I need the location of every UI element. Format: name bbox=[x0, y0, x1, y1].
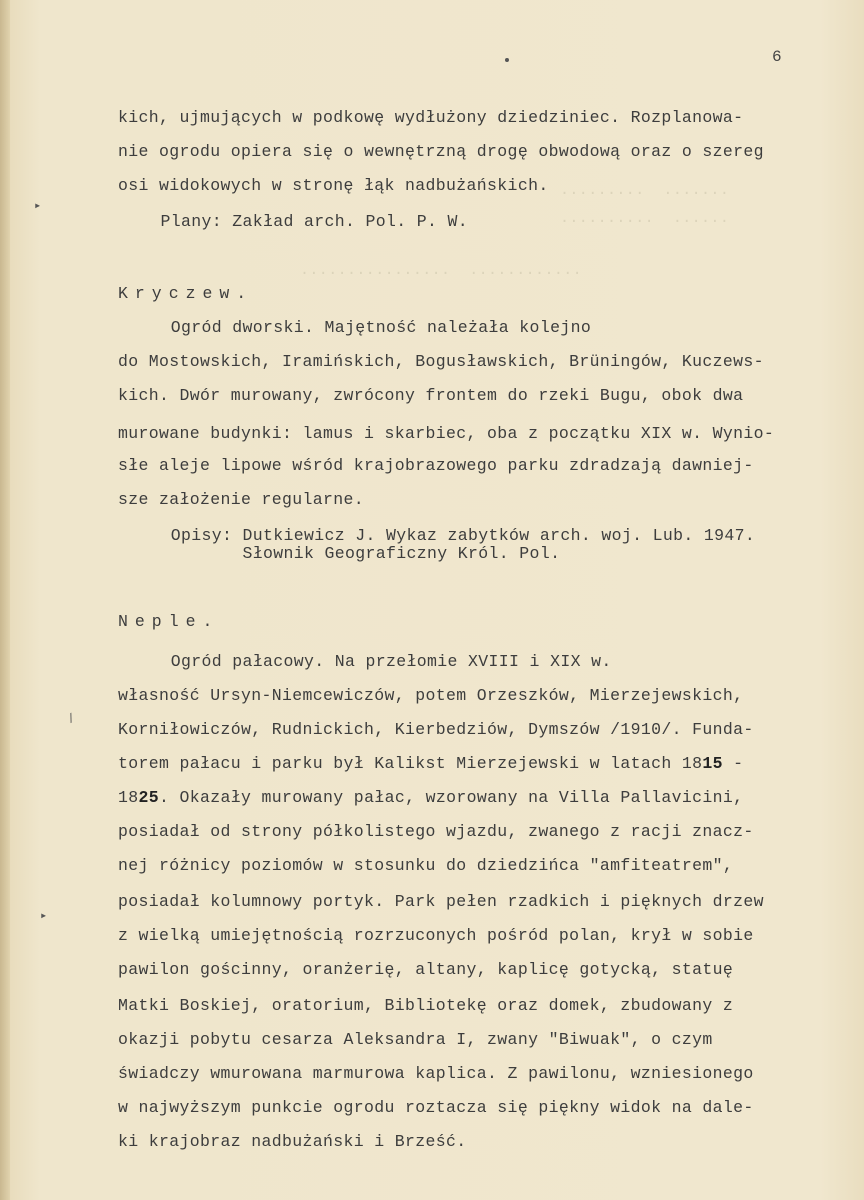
text-line bbox=[118, 788, 743, 808]
text-line: Ogród dworski. Majętność należała kolejno bbox=[140, 318, 592, 337]
margin-tick: ▸ bbox=[40, 909, 48, 923]
text-span: torem pałacu i parku był Kalikst Mierzejewski w latach 18 bbox=[118, 754, 703, 773]
bleed-through: .......... ...... bbox=[560, 210, 730, 227]
text-line: świadczy wmurowana marmurowa kaplica. Z pawilonu, wzniesionego bbox=[118, 1064, 754, 1083]
text-line: własność Ursyn-Niemcewiczów, potem Orzeszków, Mierzejewskich, bbox=[118, 686, 744, 705]
text-line bbox=[118, 754, 743, 774]
bleed-through: ......... ....... bbox=[560, 182, 730, 199]
margin-tick: / bbox=[64, 711, 79, 727]
text-line: Ogród pałacowy. Na przełomie XVIII i XIX w. bbox=[140, 652, 612, 671]
text-line: nie ogrodu opiera się o wewnętrzną drogę obwodową oraz o szereg bbox=[118, 142, 764, 161]
text-line: posiadał kolumnowy portyk. Park pełen rzadkich i pięknych drzew bbox=[118, 892, 764, 911]
page-left-edge bbox=[0, 0, 10, 1200]
text-line: nej różnicy poziomów w stosunku do dziedzińca "amfiteatrem", bbox=[118, 856, 734, 875]
text-line: słe aleje lipowe wśród krajobrazowego parku zdradzają dawniej- bbox=[118, 456, 754, 475]
text-line: Plany: Zakład arch. Pol. P. W. bbox=[140, 212, 469, 231]
text-line: w najwyższym punkcie ogrodu roztacza się piękny widok na dale- bbox=[118, 1098, 754, 1117]
text-line: kich, ujmujących w podkowę wydłużony dziedziniec. Rozplanowa- bbox=[118, 108, 744, 127]
text-line: do Mostowskich, Iramińskich, Bogusławskich, Brüningów, Kuczews- bbox=[118, 352, 764, 371]
text-span: . Okazały murowany pałac, wzorowany na Villa Pallavicini, bbox=[159, 788, 744, 807]
text-line: osi widokowych w stronę łąk nadbużańskich. bbox=[118, 176, 549, 195]
bleed-through: ................ ............ bbox=[300, 262, 583, 279]
text-line: Matki Boskiej, oratorium, Bibliotekę oraz domek, zbudowany z bbox=[118, 996, 734, 1015]
ink-dot bbox=[505, 58, 509, 62]
text-span: - bbox=[722, 754, 744, 773]
text-line: Korniłowiczów, Rudnickich, Kierbedziów, Dymszów /1910/. Funda- bbox=[118, 720, 754, 739]
text-line: Opisy: Dutkiewicz J. Wykaz zabytków arch. woj. Lub. 1947. bbox=[140, 526, 756, 545]
text-line: pawilon gościnny, oranżerię, altany, kaplicę gotycką, statuę bbox=[118, 960, 734, 979]
text-line: okazji pobytu cesarza Aleksandra I, zwany "Biwuak", o czym bbox=[118, 1030, 713, 1049]
text-line: ki krajobraz nadbużański i Brześć. bbox=[118, 1132, 467, 1151]
page-number: 6 bbox=[772, 48, 782, 66]
text-line: murowane budynki: lamus i skarbiec, oba z początku XIX w. Wynio- bbox=[118, 424, 775, 443]
section-heading: Kryczew. bbox=[118, 284, 254, 303]
text-span: 18 bbox=[118, 788, 139, 807]
margin-tick: ▸ bbox=[34, 199, 42, 213]
text-line: z wielką umiejętnością rozrzuconych pośród polan, krył w sobie bbox=[118, 926, 754, 945]
text-line: Słownik Geograficzny Król. Pol. bbox=[140, 544, 561, 563]
bold-year: 15 bbox=[702, 754, 723, 773]
text-line: kich. Dwór murowany, zwrócony frontem do rzeki Bugu, obok dwa bbox=[118, 386, 744, 405]
section-heading: Neple. bbox=[118, 612, 220, 631]
text-line: posiadał od strony półkolistego wjazdu, zwanego z racji znacz- bbox=[118, 822, 754, 841]
text-line: sze założenie regularne. bbox=[118, 490, 365, 509]
bold-year: 25 bbox=[138, 788, 160, 807]
